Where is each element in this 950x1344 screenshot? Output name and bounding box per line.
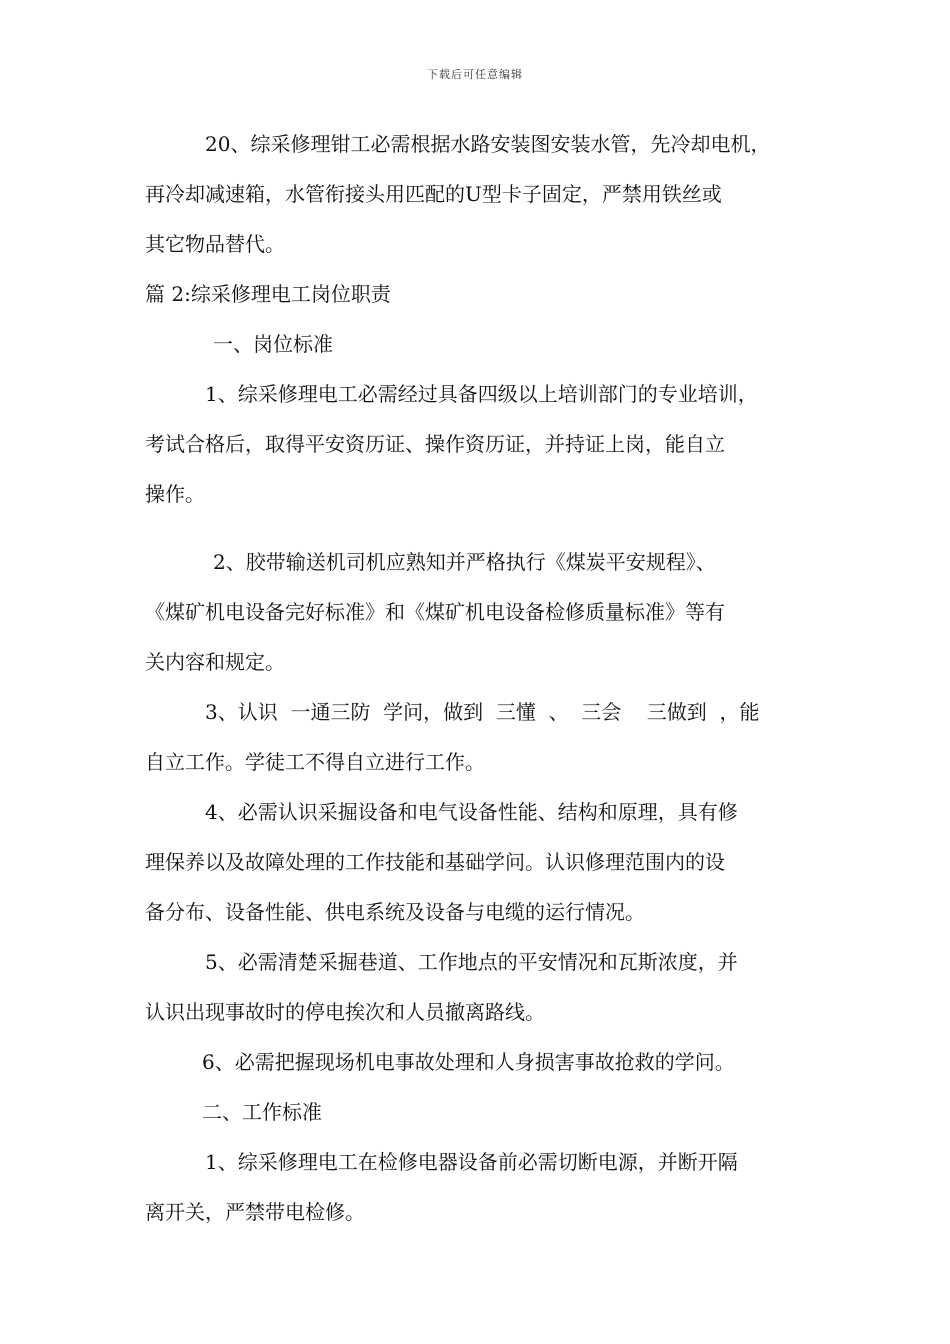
paragraph-line: 5、必需清楚采掘巷道、工作地点的平安情况和瓦斯浓度，并 xyxy=(205,950,738,974)
paragraph-line: 《煤矿机电设备完好标准》和《煤矿机电设备检修质量标准》等有 xyxy=(145,600,725,624)
paragraph-line: 1、综采修理电工在检修电器设备前必需切断电源，并断开隔 xyxy=(205,1150,738,1174)
paragraph-line: 操作。 xyxy=(145,482,205,506)
section-heading: 一、岗位标准 xyxy=(213,332,333,356)
paragraph-line: 1、综采修理电工必需经过具备四级以上培训部门的专业培训， xyxy=(205,382,758,406)
paragraph-spacer xyxy=(145,530,810,548)
paragraph-line: 备分布、设备性能、供电系统及设备与电缆的运行情况。 xyxy=(145,900,645,924)
paragraph-line: 4、必需认识采掘设备和电气设备性能、结构和原理，具有修 xyxy=(205,800,738,824)
section-heading: 二、工作标准 xyxy=(202,1100,322,1124)
paragraph-line: 2、胶带输送机司机应熟知并严格执行《煤炭平安规程》、 xyxy=(213,550,716,574)
paragraph-line: 关内容和规定。 xyxy=(145,650,285,674)
paragraph-line: 20、综采修理钳工必需根据水路安装图安装水管，先冷却电机， xyxy=(205,132,771,156)
paragraph-line: 认识出现事故时的停电挨次和人员撤离路线。 xyxy=(145,1000,545,1024)
paragraph-line: 离开关，严禁带电检修。 xyxy=(145,1200,365,1224)
page-header: 下载后可任意编辑 xyxy=(427,68,523,81)
paragraph-line: 6、必需把握现场机电事故处理和人身损害事故抢救的学问。 xyxy=(202,1050,735,1074)
document-body xyxy=(145,130,810,1248)
paragraph-line: 自立工作。学徒工不得自立进行工作。 xyxy=(145,750,485,774)
paragraph-line: 考试合格后，取得平安资历证、操作资历证，并持证上岗，能自立 xyxy=(145,432,725,456)
paragraph-line: 再冷却减速箱，水管衔接头用匹配的U型卡子固定，严禁用铁丝或 xyxy=(145,182,722,206)
paragraph-line: 理保养以及故障处理的工作技能和基础学问。认识修理范围内的设 xyxy=(145,850,725,874)
paragraph-line: 3、认识 一通三防 学问，做到 三懂 、 三会 三做到 ，能 xyxy=(205,700,760,724)
paragraph-line: 其它物品替代。 xyxy=(145,232,285,256)
section-title: 篇 2:综采修理电工岗位职责 xyxy=(145,282,391,306)
